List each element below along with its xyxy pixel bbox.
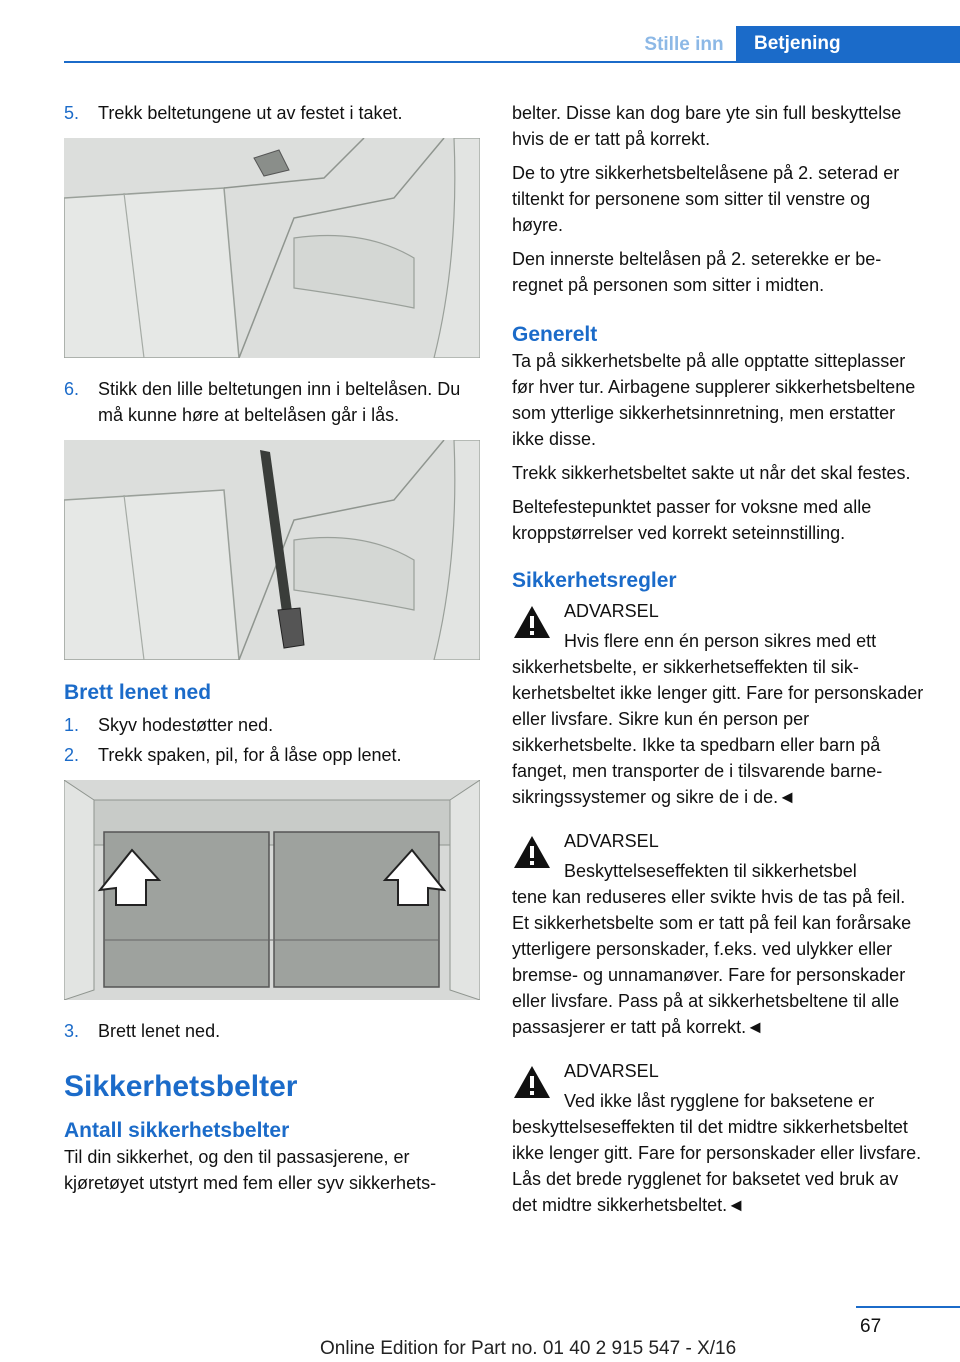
heading-antall-sikkerhetsbelter: Antall sikkerhetsbelter: [64, 1119, 290, 1142]
step-5: [64, 100, 480, 126]
warning-triangle-icon: [512, 834, 552, 870]
paragraph-innerste-las: Den innerste beltelåsen på 2. seterekke er beregnet på personen som sitter i midten.: [512, 249, 882, 295]
warning-block-1: [512, 598, 926, 810]
warning-text: tene kan reduseres eller svikte hvis de tas på feil. Et sikkerhetsbelte som er tatt på feil kan forårsake ytterligere personskader, f.eks. ved ulykker eller bremse- og unnamanøver. Fare for personskader eller livsfare. Pass på at sikkerhetsbeltene til alle passasjerer er tatt på korrekt.◄: [512, 887, 912, 1037]
heading-brett-lenet-ned: Brett lenet ned: [64, 681, 212, 704]
warning-text: sikkerhetsbelte, er sikkerhetseffekten til sikkerhetsbeltet ikke lenger gitt. Fare for personskader eller livsfare. Sikre kun én person per sikkerhetsbelte. Ikke ta spedbarn eller barn på fanget, men transporter de i tilsvarende barnesikringssystemer og sikre de i de.◄: [512, 657, 924, 807]
step-number: 2.: [64, 745, 80, 765]
step-1: [64, 712, 480, 738]
heading-generelt: Generelt: [512, 323, 598, 346]
warning-title: ADVARSEL: [564, 601, 659, 621]
step-text: Stikk den lille beltetungen inn i beltelåsen. Du må kunne høre at beltelåsen går i lås.: [98, 379, 461, 425]
step-3: [64, 1018, 480, 1044]
step-number: 5.: [64, 103, 80, 123]
figure-belt-buckle: [64, 440, 480, 660]
tab-betjening[interactable]: Betjening: [736, 26, 960, 61]
step-number: 6.: [64, 379, 80, 399]
warning-lead: Ved ikke låst rygglene for baksetene er: [564, 1091, 875, 1111]
warning-text: beskyttelseseffekten til det midtre sikkerhetsbeltet ikke lenger gitt. Fare for personskader eller livsfare. Lås det brede rygglenet for baksetet ved bruk av det midtre sikkerhetsbeltet.◄: [512, 1117, 922, 1215]
page-number: 67: [860, 1316, 882, 1337]
step-number: 3.: [64, 1021, 80, 1041]
step-6: [64, 376, 480, 428]
left-column: [64, 100, 480, 1204]
right-column: [512, 100, 926, 1236]
warning-triangle-icon: [512, 604, 552, 640]
figure-rear-seats-levers: [64, 780, 480, 1000]
step-text: Trekk beltetungene ut av festet i taket.: [98, 103, 403, 123]
step-number: 1.: [64, 715, 80, 735]
heading-sikkerhetsbelter: Sikkerhetsbelter: [64, 1070, 298, 1103]
header-rule: [64, 61, 960, 63]
step-2: [64, 742, 480, 768]
paragraph-generelt-3: Beltefestepunktet passer for voksne med alle kroppstørrelser ved korrekt seteinnstilling.: [512, 497, 872, 543]
step-text: Skyv hodestøtter ned.: [98, 715, 274, 735]
warning-title: ADVARSEL: [564, 1061, 659, 1081]
tab-stille-inn[interactable]: Stille inn: [644, 33, 724, 55]
warning-block-3: [512, 1058, 926, 1218]
heading-sikkerhetsregler: Sikkerhetsregler: [512, 569, 677, 592]
paragraph-antall: Til din sikkerhet, og den til passasjerene, er kjøretøyet utstyrt med fem eller syv sikkerhets-: [64, 1147, 437, 1193]
edition-footer: Online Edition for Part no. 01 40 2 915 547 - X/16: [320, 1338, 737, 1359]
warning-block-2: [512, 828, 926, 1040]
warning-title: ADVARSEL: [564, 831, 659, 851]
footer-rule: [856, 1306, 960, 1308]
warning-triangle-icon: [512, 1064, 552, 1100]
paragraph-generelt-1: Ta på sikkerhetsbelte på alle opptatte sitteplasser før hver tur. Airbagene supplerer sikkerhetsbeltene som ytterlige sikkerhetsinnretning, men erstatter ikke disse.: [512, 351, 916, 449]
warning-lead: Hvis flere enn én person sikres med ett: [564, 631, 877, 651]
figure-belt-ceiling: [64, 138, 480, 358]
warning-lead: Beskyttelseseffekten til sikkerhetsbel: [564, 861, 857, 881]
paragraph-ytre-laser: De to ytre sikkerhetsbeltelåsene på 2. seterad er tiltenkt for personene som sitter til venstre og høyre.: [512, 163, 900, 235]
paragraph-generelt-2: Trekk sikkerhetsbeltet sakte ut når det skal festes.: [512, 463, 911, 483]
step-text: Brett lenet ned.: [98, 1021, 221, 1041]
step-text: Trekk spaken, pil, for å låse opp lenet.: [98, 745, 402, 765]
paragraph-belter: belter. Disse kan dog bare yte sin full beskyttelse hvis de er tatt på korrekt.: [512, 103, 902, 149]
